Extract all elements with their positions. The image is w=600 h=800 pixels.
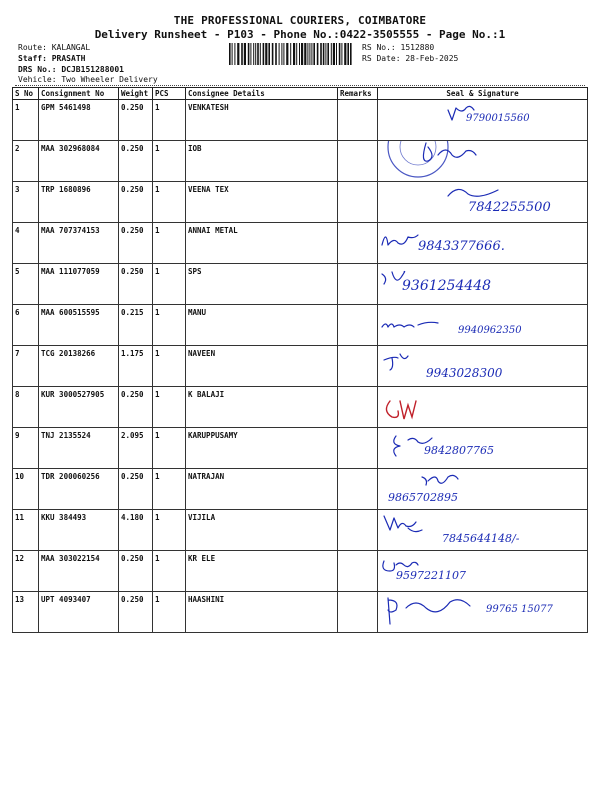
table-row [13, 223, 588, 264]
barcode-bar [336, 43, 337, 65]
table-row [13, 551, 588, 592]
cell-consignee: VIJILA [186, 510, 338, 551]
handwritten-phone: 9790015560 [466, 113, 530, 124]
cell-signature [378, 510, 588, 551]
col-header-pcs: PCS [153, 88, 186, 100]
cell-signature [378, 592, 588, 633]
cell-signature [378, 264, 588, 305]
cell-weight: 0.215 [119, 305, 153, 346]
cell-sno: 2 [13, 141, 39, 182]
cell-sno: 9 [13, 428, 39, 469]
cell-consignment: TRP 1680896 [39, 182, 119, 223]
col-header-sno: S No [13, 88, 39, 100]
barcode-bar [339, 43, 341, 65]
rs-number: RS No.: 1512880 [362, 43, 435, 52]
cell-consignee: VEENA TEX [186, 182, 338, 223]
table-row [13, 387, 588, 428]
table-row [13, 428, 588, 469]
runsheet-table [12, 87, 588, 633]
barcode-bar [275, 43, 277, 65]
col-header-consignee: Consignee Details [186, 88, 338, 100]
cell-remarks [338, 346, 378, 387]
seal-stamp-icon [378, 141, 588, 181]
staff-label: Staff: [18, 54, 47, 63]
cell-weight: 2.095 [119, 428, 153, 469]
barcode-bar [341, 43, 342, 65]
cell-weight: 0.250 [119, 551, 153, 592]
barcode-bar [317, 43, 319, 65]
cell-consignee: HAASHINI [186, 592, 338, 633]
cell-remarks [338, 592, 378, 633]
barcode-bar [347, 43, 349, 65]
barcode-bar [311, 43, 312, 65]
barcode-bar [325, 43, 326, 65]
cell-pcs: 1 [153, 387, 186, 428]
cell-consignee: NAVEEN [186, 346, 338, 387]
route-label: Route: KALANGAL [18, 43, 91, 52]
cell-signature [378, 551, 588, 592]
barcode-bar [237, 43, 239, 65]
cell-remarks [338, 305, 378, 346]
cell-remarks [338, 264, 378, 305]
company-title: THE PROFESSIONAL COURIERS, COIMBATORE [173, 14, 427, 27]
cell-remarks [338, 387, 378, 428]
staff-field [18, 54, 85, 64]
table-header-row [13, 88, 588, 100]
barcode-bar [323, 43, 325, 65]
cell-weight: 0.250 [119, 592, 153, 633]
barcode-bar [283, 43, 284, 65]
table-row [13, 141, 588, 182]
barcode-bar [229, 43, 231, 65]
cell-remarks [338, 510, 378, 551]
runsheet-subtitle: Delivery Runsheet - P103 - Phone No.:0422-3505555 - Page No.:1 [94, 28, 506, 41]
handwritten-phone: 9865702895 [388, 491, 458, 504]
cell-consignment: MAA 707374153 [39, 223, 119, 264]
barcode-bar [299, 43, 300, 65]
cell-weight: 0.250 [119, 223, 153, 264]
cell-sno: 8 [13, 387, 39, 428]
barcode-bar [304, 43, 306, 65]
cell-signature [378, 141, 588, 182]
cell-pcs: 1 [153, 346, 186, 387]
col-header-remarks: Remarks [338, 88, 378, 100]
barcode-bar [286, 43, 288, 65]
col-header-weight: Weight [119, 88, 153, 100]
cell-consignment: KKU 384493 [39, 510, 119, 551]
handwritten-phone: 9842807765 [424, 444, 494, 457]
cell-sno: 3 [13, 182, 39, 223]
cell-weight: 0.250 [119, 387, 153, 428]
cell-pcs: 1 [153, 305, 186, 346]
drs-field [18, 65, 124, 75]
barcode-bar [268, 43, 270, 65]
col-header-signature: Seal & Signature [378, 88, 588, 100]
cell-consignee: NATRAJAN [186, 469, 338, 510]
cell-consignee: KARUPPUSAMY [186, 428, 338, 469]
cell-consignment: UPT 4093407 [39, 592, 119, 633]
barcode-bar [265, 43, 267, 65]
table-row [13, 592, 588, 633]
barcode-bar [327, 43, 329, 65]
cell-remarks [338, 182, 378, 223]
cell-pcs: 1 [153, 100, 186, 141]
barcode-bar [350, 43, 352, 65]
handwritten-phone: 9597221107 [396, 569, 466, 582]
cell-sno: 11 [13, 510, 39, 551]
cell-pcs: 1 [153, 592, 186, 633]
cell-consignee: VENKATESH [186, 100, 338, 141]
barcode-image [229, 43, 355, 65]
cell-consignment: MAA 111077059 [39, 264, 119, 305]
barcode-bar [253, 43, 254, 65]
cell-consignment: MAA 303022154 [39, 551, 119, 592]
cell-remarks [338, 100, 378, 141]
cell-signature [378, 469, 588, 510]
vehicle-label: Vehicle: Two Wheeler Delivery [18, 75, 158, 84]
barcode-bar [313, 43, 315, 65]
barcode-bar [232, 43, 233, 65]
barcode-bar [257, 43, 259, 65]
cell-pcs: 1 [153, 428, 186, 469]
barcode-bar [331, 43, 332, 65]
cell-pcs: 1 [153, 510, 186, 551]
cell-remarks [338, 141, 378, 182]
handwritten-phone: 7845644148/- [442, 532, 520, 545]
cell-weight: 4.180 [119, 510, 153, 551]
cell-consignee: MANU [186, 305, 338, 346]
table-row [13, 264, 588, 305]
cell-sno: 7 [13, 346, 39, 387]
barcode-bar [250, 43, 251, 65]
table-row [13, 510, 588, 551]
cell-remarks [338, 223, 378, 264]
barcode-bar [255, 43, 256, 65]
cell-sno: 6 [13, 305, 39, 346]
cell-remarks [338, 469, 378, 510]
cell-weight: 0.250 [119, 469, 153, 510]
cell-pcs: 1 [153, 223, 186, 264]
barcode-bar [248, 43, 250, 65]
cell-weight: 0.250 [119, 141, 153, 182]
handwritten-phone: 9940962350 [458, 325, 522, 336]
cell-weight: 0.250 [119, 182, 153, 223]
cell-consignee: IOB [186, 141, 338, 182]
barcode-bar [344, 43, 346, 65]
cell-consignee: SPS [186, 264, 338, 305]
staff-value: PRASATH [51, 54, 86, 63]
cell-pcs: 1 [153, 182, 186, 223]
cell-consignment: GPM 5461498 [39, 100, 119, 141]
barcode-bar [293, 43, 295, 65]
signature-scrawl [378, 592, 588, 632]
barcode-bar [320, 43, 322, 65]
drs-value: DCJB151288001 [61, 65, 124, 74]
cell-weight: 1.175 [119, 346, 153, 387]
handwritten-phone: 99765 15077 [486, 604, 553, 615]
cell-consignee: ANNAI METAL [186, 223, 338, 264]
handwritten-phone: 9943028300 [426, 366, 503, 380]
cell-consignment: TCG 20138266 [39, 346, 119, 387]
col-header-consignment: Consignment No [39, 88, 119, 100]
barcode-bar [279, 43, 280, 65]
cell-consignment: MAA 302968084 [39, 141, 119, 182]
cell-weight: 0.250 [119, 264, 153, 305]
cell-pcs: 1 [153, 141, 186, 182]
cell-consignment: TNJ 2135524 [39, 428, 119, 469]
cell-pcs: 1 [153, 551, 186, 592]
table-row [13, 182, 588, 223]
barcode-bar [234, 43, 235, 65]
barcode-bar [296, 43, 297, 65]
cell-sno: 5 [13, 264, 39, 305]
handwritten-phone: 7842255500 [468, 200, 551, 215]
cell-signature [378, 100, 588, 141]
barcode-bar [290, 43, 291, 65]
barcode-bar [333, 43, 335, 65]
cell-sno: 1 [13, 100, 39, 141]
table-row [13, 469, 588, 510]
barcode-bar [301, 43, 303, 65]
barcode-bar [241, 43, 243, 65]
cell-signature [378, 428, 588, 469]
cell-signature [378, 182, 588, 223]
divider [15, 85, 585, 86]
cell-consignee: K BALAJI [186, 387, 338, 428]
cell-sno: 10 [13, 469, 39, 510]
cell-consignment: KUR 3000527905 [39, 387, 119, 428]
table-row [13, 305, 588, 346]
handwritten-phone: 9361254448 [402, 278, 492, 294]
table-row [13, 100, 588, 141]
cell-signature [378, 223, 588, 264]
cell-signature [378, 387, 588, 428]
cell-consignee: KR ELE [186, 551, 338, 592]
table-row [13, 346, 588, 387]
drs-label: DRS No.: [18, 65, 57, 74]
cell-pcs: 1 [153, 264, 186, 305]
signature-scrawl [378, 387, 588, 427]
barcode-bar [260, 43, 261, 65]
cell-sno: 12 [13, 551, 39, 592]
rs-date: RS Date: 28-Feb-2025 [362, 54, 459, 63]
cell-remarks [338, 551, 378, 592]
handwritten-phone: 9843377666. [418, 239, 505, 254]
cell-consignment: MAA 600515595 [39, 305, 119, 346]
barcode-bar [281, 43, 282, 65]
cell-signature [378, 346, 588, 387]
barcode-bar [309, 43, 310, 65]
cell-pcs: 1 [153, 469, 186, 510]
cell-weight: 0.250 [119, 100, 153, 141]
barcode-bar [263, 43, 265, 65]
barcode-bar [272, 43, 274, 65]
cell-sno: 13 [13, 592, 39, 633]
barcode-bar [244, 43, 246, 65]
cell-signature [378, 305, 588, 346]
cell-sno: 4 [13, 223, 39, 264]
cell-consignment: TDR 200060256 [39, 469, 119, 510]
cell-remarks [338, 428, 378, 469]
barcode-bar [307, 43, 308, 65]
